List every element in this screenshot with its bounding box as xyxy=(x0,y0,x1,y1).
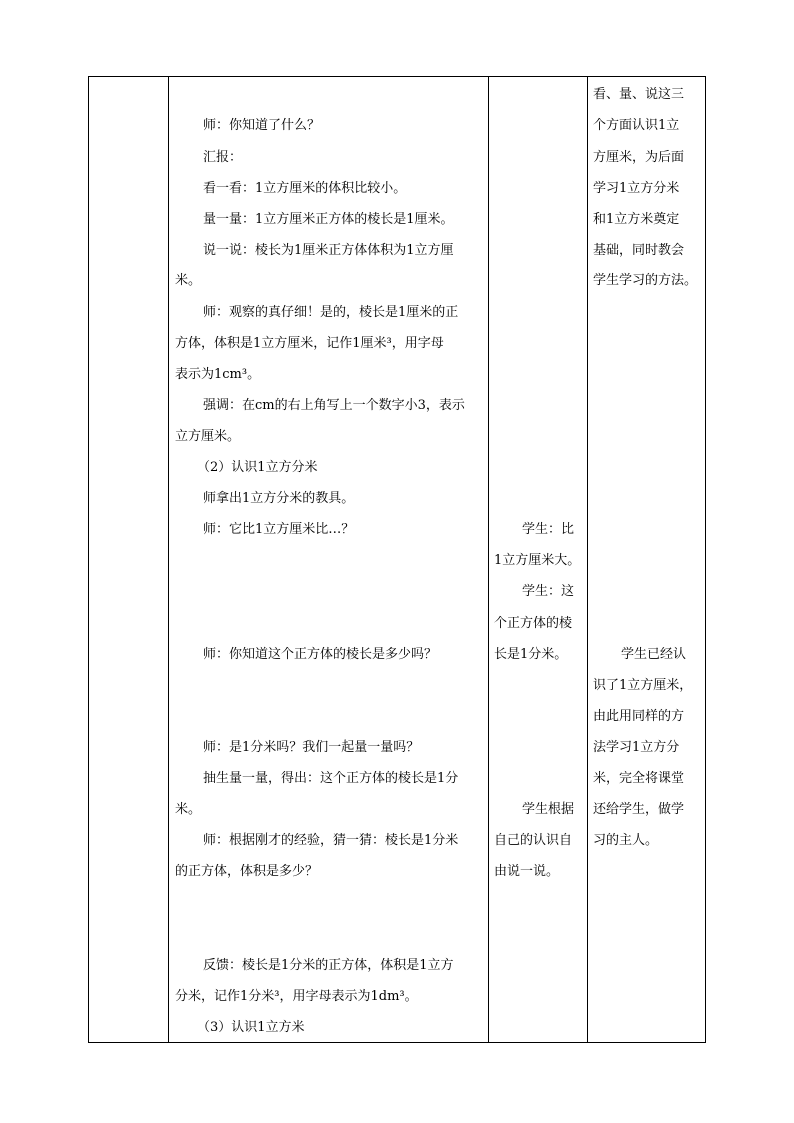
text-line: 学生学习的方法。 xyxy=(593,273,698,288)
text-line: 师：你知道这个正方体的棱长是多少吗？ xyxy=(203,647,438,662)
student-activity-cell xyxy=(489,77,587,1042)
lesson-plan-table xyxy=(88,76,706,1043)
text-line: 反馈：棱长是1分米的正方体，体积是1立方 xyxy=(203,958,454,973)
text-line: 习的主人。 xyxy=(593,833,659,848)
text-line: 量一量：1立方厘米正方体的棱长是1厘米。 xyxy=(203,212,454,227)
text-line: 长是1分米。 xyxy=(494,647,568,662)
text-line: 学生已经认 xyxy=(621,647,687,662)
text-line: 师拿出1立方分米的教具。 xyxy=(203,491,355,506)
text-line: 师：你知道了什么？ xyxy=(203,118,321,133)
text-line: 个正方体的棱 xyxy=(494,616,573,631)
text-line: 强调：在cm的右上角写上一个数字小3，表示 xyxy=(203,398,465,413)
text-line: 学生：这 xyxy=(522,584,575,599)
text-line: 师：它比1立方厘米比…？ xyxy=(203,522,355,537)
text-line: 汇报： xyxy=(203,150,243,165)
text-line: 米，完全将课堂 xyxy=(593,771,685,786)
text-line: 分米，记作1分米³，用字母表示为1dm³。 xyxy=(175,989,418,1004)
text-line: 学生：比 xyxy=(522,522,575,537)
text-line: 学习1立方分米 xyxy=(593,181,680,196)
text-line: 方体，体积是1立方厘米，记作1厘米³，用字母 xyxy=(175,336,444,351)
text-line: 表示为1cm³。 xyxy=(175,367,261,382)
text-line: 方厘米，为后面 xyxy=(593,150,685,165)
text-line: 抽生量一量，得出：这个正方体的棱长是1分 xyxy=(203,771,459,786)
text-line: 学生根据 xyxy=(522,802,575,817)
text-line: 师：观察的真仔细！是的，棱长是1厘米的正 xyxy=(203,305,459,320)
text-line: 识了1立方厘米， xyxy=(593,678,693,693)
text-line: 看一看：1立方厘米的体积比较小。 xyxy=(203,181,407,196)
teaching-process-cell xyxy=(169,77,488,1042)
text-line: 说一说：棱长为1厘米正方体体积为1立方厘 xyxy=(203,243,454,258)
text-line: 个方面认识1立 xyxy=(593,118,680,133)
blank-column-cell xyxy=(89,77,168,1042)
text-line: 1立方厘米大。 xyxy=(494,553,581,568)
text-line: 基础，同时教会 xyxy=(593,243,685,258)
text-line: （3）认识1立方米 xyxy=(197,1020,305,1035)
text-line: 师：根据刚才的经验，猜一猜：棱长是1分米 xyxy=(203,833,459,848)
text-line: 和1立方米奠定 xyxy=(593,212,680,227)
text-line: 还给学生，做学 xyxy=(593,802,685,817)
text-line: 的正方体，体积是多少？ xyxy=(175,864,319,879)
text-line: 立方厘米。 xyxy=(175,429,241,444)
text-line: 米。 xyxy=(175,802,202,817)
design-intent-cell xyxy=(588,77,707,1042)
text-line: 由说一说。 xyxy=(494,864,560,879)
text-line: 由此用同样的方 xyxy=(593,709,685,724)
text-line: 米。 xyxy=(175,273,202,288)
text-line: 法学习1立方分 xyxy=(593,740,680,755)
text-line: 师：是1分米吗？我们一起量一量吗？ xyxy=(203,740,420,755)
text-line: 自己的认识自 xyxy=(494,833,573,848)
text-line: 看、量、说这三 xyxy=(593,87,685,102)
text-line: （2）认识1立方分米 xyxy=(197,460,318,475)
